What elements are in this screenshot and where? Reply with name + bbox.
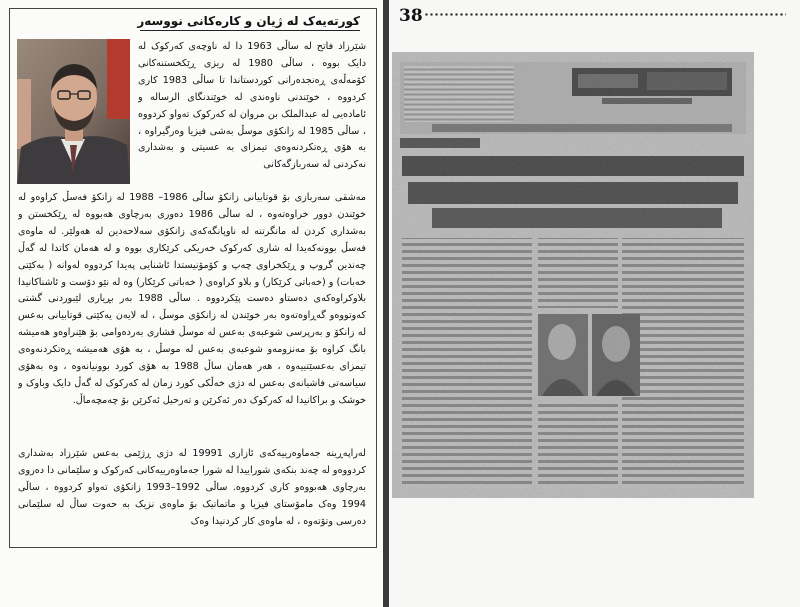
header-dotted-rule <box>424 12 786 17</box>
article-heading: کورتەیەک لە ژیان و کارەکانی نووسەر <box>140 14 360 31</box>
page-number: 38 <box>399 6 423 26</box>
paragraph-1: شێرزاد فاتح لە ساڵی 1963 دا لە ناوچەی کەرکوک لە دایک بووە ، ساڵی 1980 لە ریزی ڕێکخستنەکانی کۆمەڵەی ڕەنجدەرانی کوردستاندا تا ساڵی 1983 کاری کردووە ، خوێندنی ناوەندی لە خوێندنگای الرساله و ئامادەیی لە عبدالملک بن مروان لە کەرکوک تەواو کردووە ، ساڵی 1985 لە زانکۆی موسڵ بەشی فیزیا وەرگیراوە ، بە هۆی ڕەتکردنەوەی تیمزای بە عسیتی و بەشداری نەکردنی لە سەربازگەکانی <box>138 41 366 171</box>
left-page <box>0 0 383 607</box>
newspaper-scan <box>392 52 754 498</box>
paragraph-2: مەشقی سەربازی بۆ قوتابیانی زانکۆ ساڵی 1986– 1988 لە زانکۆ فەسڵ کراوەو لە خوێندن دوور خراوەتەوە ، لە ساڵی 1986 دەوری بەرچاوی هەبووە لە ڕێکخستن و بەشداری کردن لە مانگرتنە لە ناوپانگەکەی زانکۆی سەلاحەدین لە هەولێر. لە ماوەی فەسڵ بوونەکەیدا لە شاری کەرکوک خەریکی کرێکاری بووە و لە هەمان کاتدا لە گەڵ چەندین گروپ و ڕێکخراوی چەپ و کۆمۆنیستدا ئاشنایی پەیدا کردووە لەوانە ( بەکێتی خەبات) و (خەباتی کرێکار) و بلاو کراوەی ( خەباتی کرێکار) وە لە نێو دۆست و ئاشناکانیدا بلاوکراوەکەی دەستاو دەست پێکردووە . ساڵی 1988 بەر بڕیاری لێبوردنی گشتی کەوتووەو گەڕاوەتەوە بەر خوێندن لە زانکۆی موسڵ ، لە لایەن یەکێتی قوتابیانی بەعس لە زانکۆ و بەرپرسی شوعبەی بەعس لە موسڵ فشاری بەردەوامی بۆ هێنراوەو هەمیشە بانگ کراوە بۆ مەنزومەو شوعبەی بەعس لە موسڵ ، بە هۆی هەمیشە ڕەتکردنەوەی تیمزای بەعسێتییەوە ، هەر هەمان ساڵ 1988 بە هۆی کورد بوونیانەوە ، وە بەهۆی سیاسەتی فاشیانەی بەعس لە دژی خەڵکی کورد زمان لە کەرکوک لە گەڵ دایک وباوک و خوشک و براکانیدا لە کەرکوک دەر ئەکرێن و تەرحیل ئەکرێن بۆ چەمچەماڵ. <box>18 192 366 406</box>
author-photo <box>17 39 130 184</box>
paragraph-3: لەراپەڕینە جەماوەرییەکەی ئازاری 19991 لە دژی ڕژێمی بەعس شێرزاد بەشداری کردووەو لە چەند بنکەی شوراییدا لە شورا جەماوەرییەکانی کەرکوک و سلێمانی دا دەروی بەرچاوی هەبووەو کاری کردووە. ساڵی 1992–1993 زانکۆی تەواو کردووە ، ساڵی 1994 وەک مامۆستای فیزیا و ماتماتیک بۆ ماوەی نزیک بە حەوت ساڵ لە سلێمانی دەرسی وتۆتەوە ، لە ماوەی کار کردنیدا وەک <box>18 448 366 527</box>
